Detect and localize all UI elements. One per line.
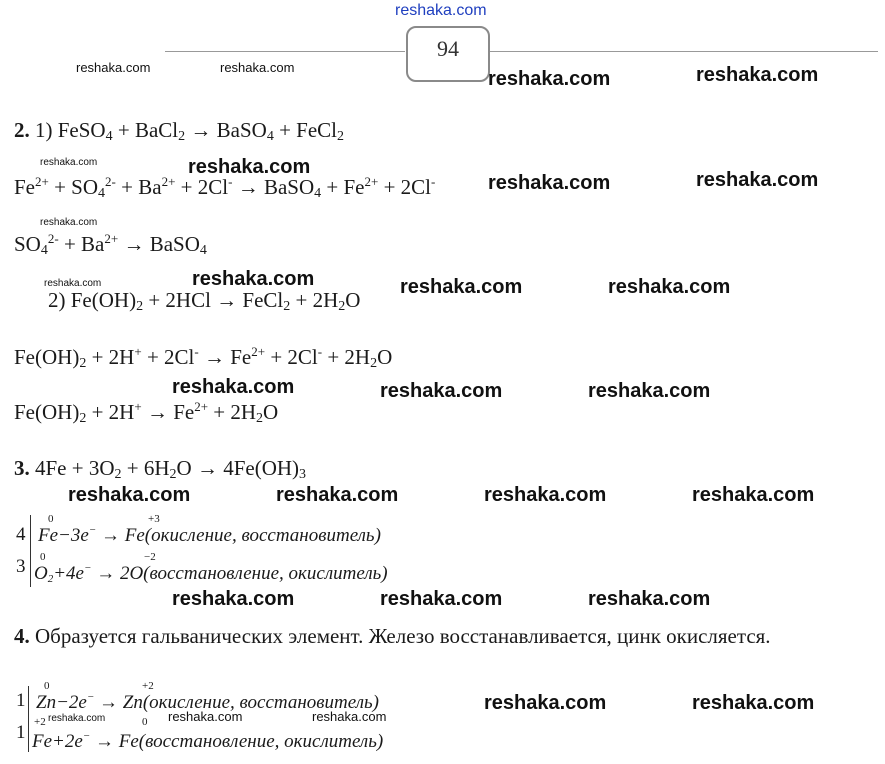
watermark: reshaka.com — [400, 276, 523, 298]
watermark: reshaka.com — [588, 380, 711, 402]
balance-coefficient: 4 — [16, 524, 26, 545]
watermark: reshaka.com — [484, 484, 607, 506]
half-reaction-zn: Zn−2e− → Zn(окисление, восстановитель) — [36, 691, 379, 713]
watermark: reshaka.com — [484, 692, 607, 714]
watermark: reshaka.com — [380, 380, 503, 402]
oxidation-state: 0 — [44, 680, 50, 692]
oxidation-state: 0 — [142, 716, 148, 728]
half-reaction-fe: Fe+2e− → Fe(восстановление, окислитель) — [32, 730, 384, 752]
watermark: reshaka.com — [40, 157, 98, 168]
watermark: reshaka.com — [312, 709, 387, 724]
watermark: reshaka.com — [692, 484, 815, 506]
balance-coefficient: 1 — [16, 690, 26, 711]
watermark: reshaka.com — [220, 60, 295, 75]
oxidation-state: −2 — [144, 551, 156, 563]
watermark: reshaka.com — [696, 169, 819, 191]
header-site-link[interactable]: reshaka.com — [395, 2, 487, 19]
watermark: reshaka.com — [172, 588, 295, 610]
watermark: reshaka.com — [192, 268, 315, 290]
oxidation-state: +2 — [142, 680, 154, 692]
watermark: reshaka.com — [44, 278, 102, 289]
oxidation-state: 0 — [48, 513, 54, 525]
task2-ionic-full-2: $Fe(OH)_2 + 2H^+ + 2Cl^- \to Fe^{2+} + 2Cl^- + 2H_2O$ — [14, 344, 393, 371]
half-reaction-fe: Fe−3e− → Fe(окисление, восстановитель) — [38, 524, 381, 546]
watermark: reshaka.com — [188, 156, 311, 178]
half-reaction-o: $O_2+4e^-$ → 2O(восстановление, окислитель) — [34, 562, 388, 585]
task2-ionic-full-1: $Fe^{2+} + SO_4^{2-} + Ba^{2+} + 2Cl^-$ → BaSO$_4$ + $Fe^{2+} + 2Cl^-$ — [14, 174, 436, 201]
watermark: reshaka.com — [588, 588, 711, 610]
watermark: reshaka.com — [276, 484, 399, 506]
task2-ionic-short-2: $Fe(OH)_2 + 2H^+ \to Fe^{2+} + 2H_2O$ — [14, 399, 279, 426]
watermark: reshaka.com — [488, 68, 611, 90]
watermark: reshaka.com — [692, 692, 815, 714]
watermark: reshaka.com — [488, 172, 611, 194]
watermark: reshaka.com — [48, 713, 106, 724]
task4-text: 4. Образуется гальванических элемент. Железо восстанавливается, цинк окисляется. — [14, 624, 771, 648]
task3-equation: 3. $4Fe + 3O_2 + 6H_2O \to 4Fe(OH)_3$ — [14, 456, 307, 482]
watermark: reshaka.com — [608, 276, 731, 298]
balance-coefficient: 1 — [16, 722, 26, 743]
balance-bar — [30, 515, 31, 587]
header-rule-left — [165, 51, 405, 52]
watermark: reshaka.com — [696, 64, 819, 86]
page-number: 94 — [406, 26, 490, 82]
oxidation-state: +2 — [34, 716, 46, 728]
watermark: reshaka.com — [168, 709, 243, 724]
watermark: reshaka.com — [68, 484, 191, 506]
task2-equation-2: 2) $Fe(OH)_2 + 2HCl$ → FeCl$_2$ + $2H_2O$ — [48, 288, 361, 314]
oxidation-state: +3 — [148, 513, 160, 525]
watermark: reshaka.com — [76, 60, 151, 75]
watermark: reshaka.com — [172, 376, 295, 398]
balance-bar — [28, 686, 29, 752]
task2-ionic-short-1: $SO_4^{2-} + Ba^{2+}$ → BaSO$_4$ — [14, 231, 207, 258]
watermark: reshaka.com — [40, 217, 98, 228]
header-rule-right — [488, 51, 878, 52]
task2-equation-1: 2. 1) FeSO$_4$ + BaCl$_2$ → BaSO$_4$ + FeCl$_2$ — [14, 118, 344, 144]
watermark: reshaka.com — [380, 588, 503, 610]
balance-coefficient: 3 — [16, 556, 26, 577]
oxidation-state: 0 — [40, 551, 46, 563]
